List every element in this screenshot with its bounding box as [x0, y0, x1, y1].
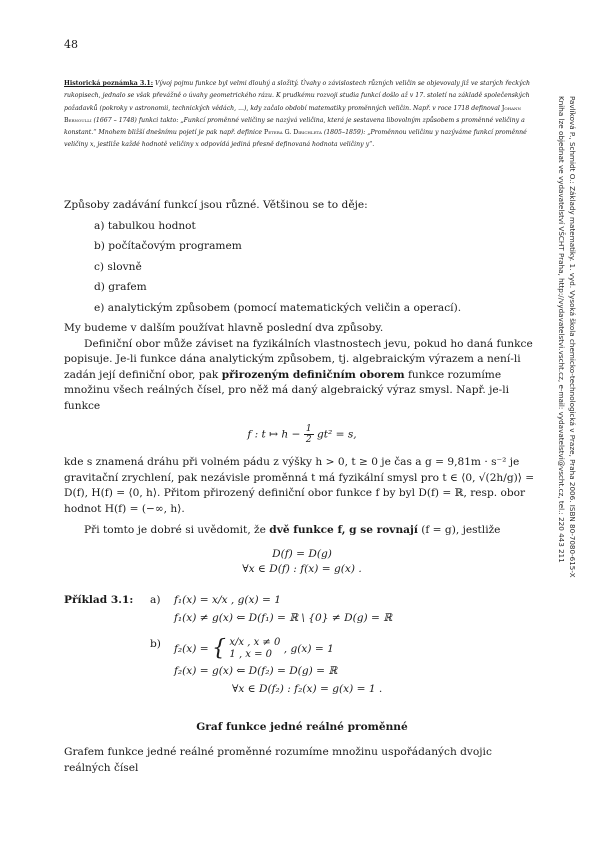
list-item: b) počítačovým programem [94, 240, 242, 252]
note-years-dirichlet: (1805–1859) [323, 129, 364, 137]
natural-domain-term: přirozeným definičním oborem [221, 368, 405, 381]
example-title: Příklad 3.1: [64, 593, 134, 606]
left-brace: { [212, 635, 227, 661]
note-years-bernoulli: (1667 – 1748) [93, 116, 137, 124]
domain-text-a: Definiční obor může záviset na fyzikálních vlastnostech jevu, pokud ho daná funkce popisuje. Je-li funkce dána analytickým způsobem, tj. algebraickým výrazem a není-li zadán její definiční obor, pak [64, 337, 533, 381]
formula-fraction [304, 424, 314, 445]
example-part-a-label: a) [150, 593, 161, 606]
publisher-sidebar [556, 96, 578, 578]
example-a-line-2: f₁(x) ≠ g(x) ⇐ D(f₁) = ℝ \ {0} ≠ D(g) = ℝ [174, 612, 393, 624]
methods-list [94, 219, 540, 317]
example-b-line-2: f₂(x) = g(x) ⇐ D(f₂) = D(g) = ℝ [174, 664, 338, 677]
historical-note [64, 78, 540, 152]
domain-text-b: funkce rozumíme množinu všech reálných čísel, pro něž má daný algebraický výraz smysl. Např. je-li funkce [64, 368, 510, 412]
case-1: x/x , x ≠ 0 [229, 636, 281, 648]
list-item: d) grafem [94, 281, 147, 293]
note-label: Historická poznámka 3.1: [64, 80, 154, 87]
formula-right: gt² = s, [316, 428, 357, 441]
example-row-b [64, 637, 540, 661]
equality-condition-2: ∀x ∈ D(f) : f(x) = g(x) . [242, 562, 362, 575]
example-row-a [64, 593, 540, 609]
note-text-3: : „Proměnnou veličinu y nazýváme funkcí proměnné veličiny x, jestliže každé hodnotě veličiny x odpovídá jediná přesně definovaná hodnota veličiny y“. [64, 129, 527, 149]
equality-text-b: (f = g), jestliže [421, 524, 501, 536]
sidebar-citation: Pavlíková P., Schmidt O.: Základy matematiky. 1. vyd. Vysoká škola chemicko-technologická v Praze, Praha 2006. ISBN 80-7080-615-X [568, 96, 577, 578]
page-number: 48 [64, 38, 78, 51]
sidebar-order-info: Kniha lze objednat ve vydavatelství VŠCHT Praha, http://vydavatelstvi.vscht.cz, e-mail: vydavatelstvi@vscht.cz, tel.: 220 443 211 [557, 96, 566, 563]
note-name-dirichlet: Petera G. Dirichleta [264, 129, 322, 137]
example-b-g: , g(x) = 1 [283, 642, 334, 655]
list-item: a) tabulkou hodnot [94, 219, 196, 232]
domain-paragraph [64, 337, 540, 415]
formula-denominator: 2 [305, 435, 312, 445]
formula-left: f : t ↦ h − [247, 428, 301, 441]
equality-paragraph [64, 523, 540, 539]
case-2: 1 , x = 0 [229, 648, 273, 660]
main-text [64, 198, 540, 776]
equality-conditions [64, 547, 540, 577]
section-text: Grafem funkce jedné reálné proměnné rozumíme množinu uspořádaných dvojic reálných čísel [64, 746, 492, 774]
example-3-1 [64, 593, 540, 698]
example-b-definition [174, 637, 334, 661]
example-b-line-3: ∀x ∈ D(f₂) : f₂(x) = g(x) = 1 . [232, 683, 383, 695]
formula-numerator: 1 [305, 424, 312, 434]
note-text-1: Vývoj pojmu funkce byl velmi dlouhý a složitý. Úvahy o závislostech různých veličin se objevovaly již ve starých řeckých rukopisech, jednalo se však převážně o úvahy geometrického rázu. K prudkému rozvoji studia funkcí došlo až v 17. století na základě společenských požadavků (pokroky v astronomii, technických vědách, ...), kdy začalo období matematiky proměnných veličin. Např. v roce 1718 definoval [64, 80, 531, 112]
list-item: c) slovně [94, 260, 142, 273]
intro-paragraph: Způsoby zadávání funkcí jsou různé. Většinou se to děje: [64, 199, 368, 211]
after-list-paragraph: My budeme v dalším používat hlavně poslední dva způsoby. [64, 322, 384, 334]
example-part-b-label: b) [150, 637, 161, 650]
list-item: e) analytickým způsobem (pomocí matematických veličin a operací). [94, 301, 462, 314]
piecewise-cases [229, 637, 280, 661]
example-a-line-1: f₁(x) = x/x , g(x) = 1 [174, 593, 282, 606]
fall-formula [64, 424, 540, 445]
equality-condition-1: D(f) = D(g) [272, 547, 332, 560]
free-fall-paragraph: kde s znamená dráhu při volném pádu z výšky h > 0, t ≥ 0 je čas a g = 9,81m · s⁻² je gravitační zrychlení, pak nezávisle proměnná t má fyzikální smysl pro t ∈ ⟨0, √(2h/g)⟩ = D(f), H(f) = ⟨0, h⟩. Přitom přirozený definiční obor funkce f by byl D(f) = ℝ, resp. obor hodnot H(f) = (−∞, h⟩. [64, 456, 535, 515]
equality-text-a: Při tomto je dobré si uvědomit, že [84, 524, 266, 536]
note-text-2: funkci takto: „Funkcí proměnné veličiny se nazývá veličina, která je sestavena libovolným způsobem s proměnné veličiny a konstant.“ Mnohem bližší dnešnímu pojetí je pak např. definice [64, 116, 525, 137]
section-heading: Graf funkce jedné reálné proměnné [196, 720, 408, 733]
example-b-f2: f₂(x) = [174, 642, 209, 655]
equality-term: dvě funkce f, g se rovnají [269, 524, 418, 536]
note-name-bernoulli: Johann Bernoulli [64, 104, 521, 124]
